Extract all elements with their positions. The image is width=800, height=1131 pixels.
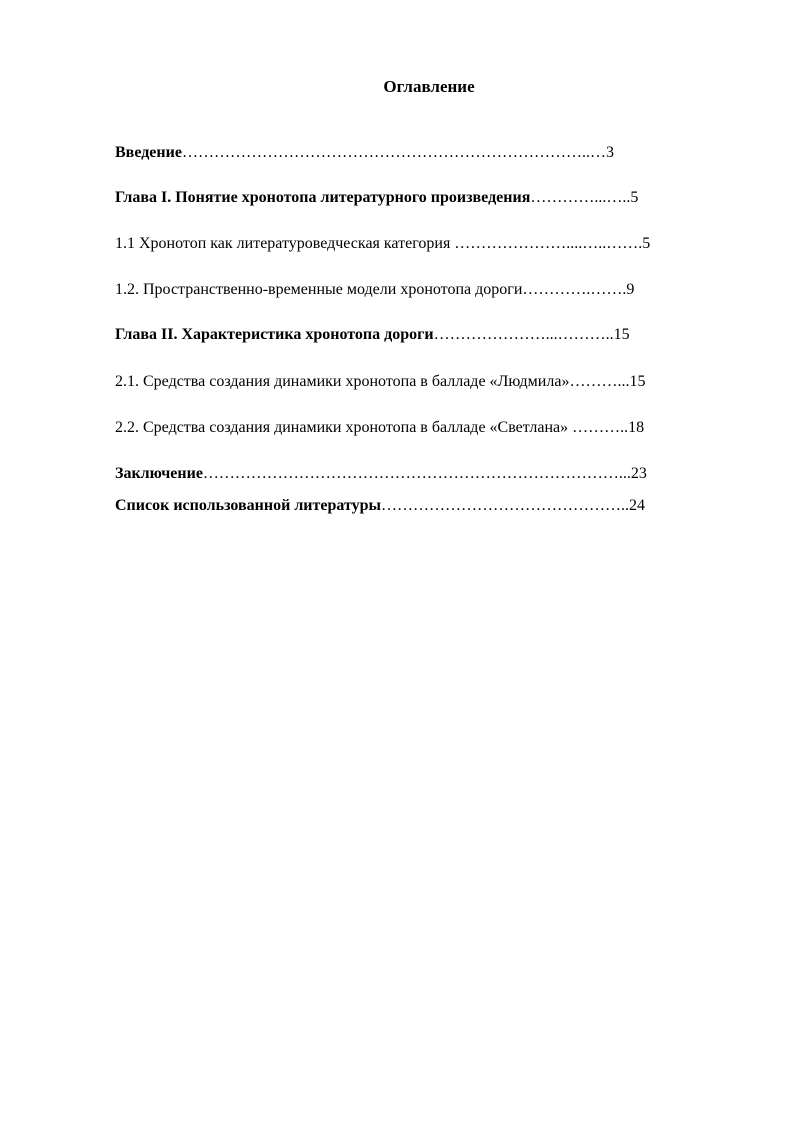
toc-entry-leader: ……………………………………….. [381,497,629,514]
toc-entry-section-1-1 [115,234,740,254]
toc-entry-label: Введение [115,144,182,161]
toc-entry-label: 1.1 Хронотоп как литературоведческая категория [115,235,455,252]
toc-entry-leader: ………... [569,373,630,390]
toc-entry-label: 2.2. Средства создания динамики хронотопа в балладе «Светлана» [115,419,573,436]
toc-entry-page: 15 [629,373,646,390]
toc-entry-page: 3 [605,144,614,161]
toc-entry-label: 2.1. Средства создания динамики хронотопа в балладе «Людмила» [115,373,570,390]
toc-entry-page: 5 [630,189,639,206]
toc-entry-label: 1.2. Пространственно-временные модели хронотопа дороги [115,281,523,298]
toc-entry-leader: …………...….. [530,189,631,206]
toc-entry-leader: …………………....…..……. [454,235,643,252]
toc-entry-page: 24 [629,497,645,514]
toc-title: Оглавление [383,77,475,96]
toc-entry-leader: …………………...……….. [433,326,614,343]
toc-entry-label: Заключение [115,465,203,482]
toc-entry-conclusion [115,464,740,484]
toc-entry-leader: …………………………………………………………………..… [181,144,606,161]
toc-entry-label: Глава I. Понятие хронотопа литературного произведения [115,189,531,206]
toc-entry-leader: ……………………………………………………………………... [202,465,631,482]
toc-entry-page: 23 [630,465,647,482]
toc-entry-page: 9 [626,281,635,298]
toc-entry-page: 5 [642,235,651,252]
toc-entry-page: 18 [628,419,645,436]
toc-entry-leader: ……….. [572,419,629,436]
toc-entry-section-2-1 [115,372,740,392]
toc-entry-chapter-1 [115,188,740,208]
toc-entry-introduction [115,143,740,163]
toc-entry-section-2-2 [115,418,740,438]
toc-entry-bibliography [115,496,740,516]
toc-entry-page: 15 [613,326,630,343]
toc-entry-label: Глава II. Характеристика хронотопа дороги [115,326,434,343]
toc-entry-label: Список использованной литературы [115,497,381,514]
toc-entry-leader: ………….……. [522,281,627,298]
toc-entry-section-1-2 [115,280,740,300]
toc-entry-chapter-2 [115,325,740,345]
